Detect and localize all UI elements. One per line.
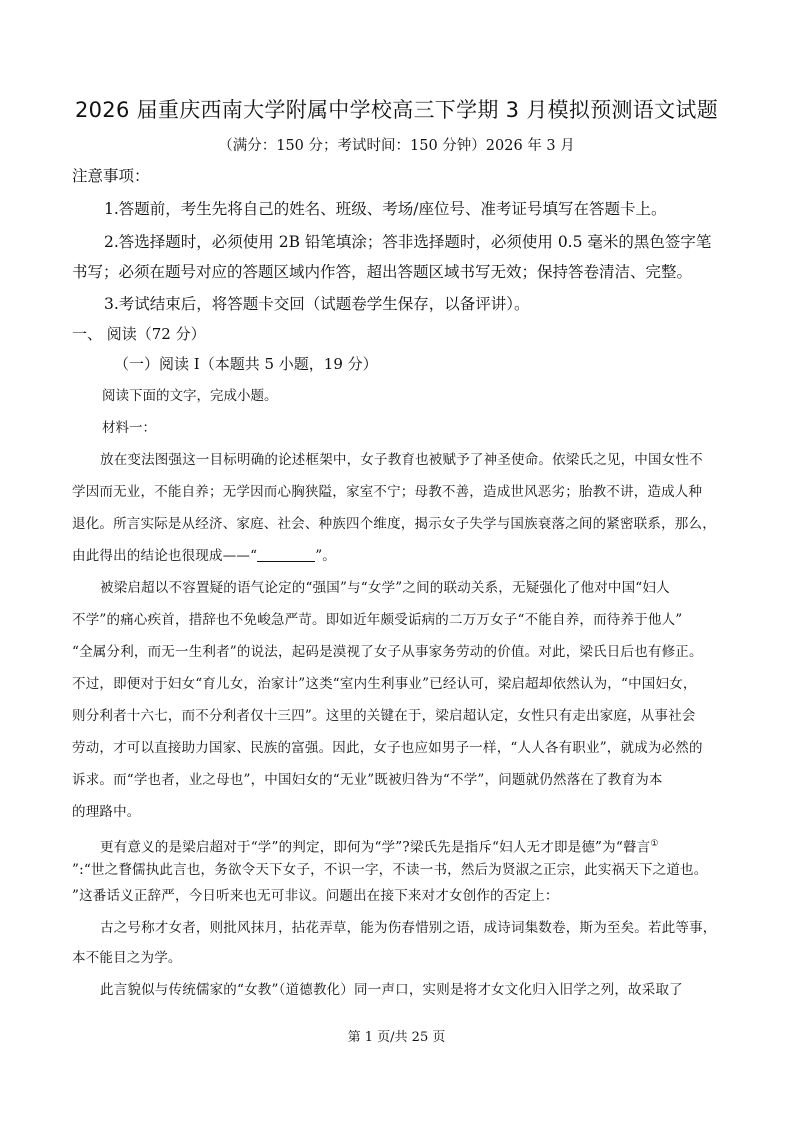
passage-line [100, 834, 760, 858]
note-item-1: 1.答题前，考生先将自己的姓名、班级、考场/座位号、准考证号填写在答题卡上。 [104, 200, 667, 218]
passage-line [72, 546, 732, 566]
passage-line: 此言貌似与传统儒家的“女教”（道德教化）同一声口，实则是将才女文化归入旧学之列，故采取了 [100, 982, 683, 998]
passage-line: ”:“世之瞀儒执此言也，务欲令天下女子，不识一字，不读一书，然后为贤淑之正宗，此实祸天下之道也。 [72, 862, 708, 878]
passage-line: 学因而无业，不能自养；无学因而心胸狭隘，家室不宁；母教不善，造成世风恶劣；胎教不讲，造成人种 [72, 484, 703, 500]
note-item-2-line-2: 书写；必须在题号对应的答题区域内作答，超出答题区域书写无效；保持答卷清洁、完整。 [72, 263, 693, 281]
section-heading: 一、 阅读（72 分） [72, 325, 206, 343]
exam-info: （满分：150 分；考试时间：150 分钟）2026 年 3 月 [218, 138, 575, 154]
passage-line: 则分利者十六七，而不分利者仅十三四”。这里的关键在于，梁启超认定，女性只有走出家庭，从事社会 [72, 708, 696, 724]
passage-line: 退化。所言实际是从经济、家庭、社会、种族四个维度，揭示女子失学与国族衰落之间的紧密联系，那么， [72, 516, 716, 532]
footnote-marker: ① [650, 839, 659, 849]
material-label: 材料一： [102, 420, 156, 436]
note-item-2-line-1: 2.答选择题时，必须使用 2B 铅笔填涂；答非选择题时，必须使用 0.5 毫米的黑色签字笔 [104, 233, 712, 251]
passage-line: 放在变法图强这一目标明确的论述框架中，女子教育也被赋予了神圣使命。依梁氏之见，中国女性不 [100, 452, 703, 468]
passage-line: 的理路中。 [72, 804, 141, 820]
passage-line: “全属分利，而无一生利者”的说法，起码是漠视了女子从事家务劳动的价值。对此，梁氏日后也有修正。 [72, 644, 703, 660]
passage-line: 诉求。而“学也者，业之母也”，中国妇女的“无业”既被归咎为“不学”，问题就仍然落在了教育为本 [72, 772, 663, 788]
passage-line: ”这番话义正辞严，今日听来也无可非议。问题出在接下来对才女创作的否定上： [72, 888, 559, 904]
passage-line: 不学”的痛心疾首，措辞也不免峻急严苛。即如近年颇受诟病的二万万女子“不能自养，而待养于他人” [72, 612, 683, 628]
passage-line: 本不能目之为学。 [72, 950, 182, 966]
passage-line: 劳动，才可以直接助力国家、民族的富强。因此，女子也应如男子一样，“人人各有职业”，就成为必然的 [72, 740, 703, 756]
fill-blank[interactable] [257, 547, 315, 562]
passage-line: 被梁启超以不容置疑的语气论定的“强国”与“女学”之间的联动关系，无疑强化了他对中国“妇人 [100, 580, 670, 596]
passage-line: 不过，即便对于妇女“育儿女，治家计”这类“室内生利事业”已经认可，梁启超却依然认为，“中国妇女， [72, 676, 697, 692]
passage-text: 更有意义的是梁启超对于“学”的判定，即何为“学”?梁氏先是指斥“妇人无才即是德”为“瞽言 [100, 839, 651, 856]
passage-text: ”。 [315, 548, 337, 564]
page-number: 第 1 页/共 25 页 [347, 1030, 446, 1045]
sub-section-heading: （一）阅读 I（本题共 5 小题，19 分） [114, 355, 378, 373]
instruction-text: 阅读下面的文字，完成小题。 [102, 388, 278, 404]
note-item-3: 3.考试结束后，将答题卡交回（试题卷学生保存，以备评讲）。 [104, 295, 530, 313]
page-title: 2026 届重庆西南大学附属中学校高三下学期 3 月模拟预测语文试题 [74, 98, 719, 122]
passage-text: 由此得出的结论也很现成——“ [72, 548, 258, 564]
passage-line: 古之号称才女者，则批风抹月，拈花弄草，能为伤春惜别之语，成诗词集数卷，斯为至矣。若此等事， [100, 920, 717, 936]
notes-heading: 注意事项： [72, 167, 150, 185]
